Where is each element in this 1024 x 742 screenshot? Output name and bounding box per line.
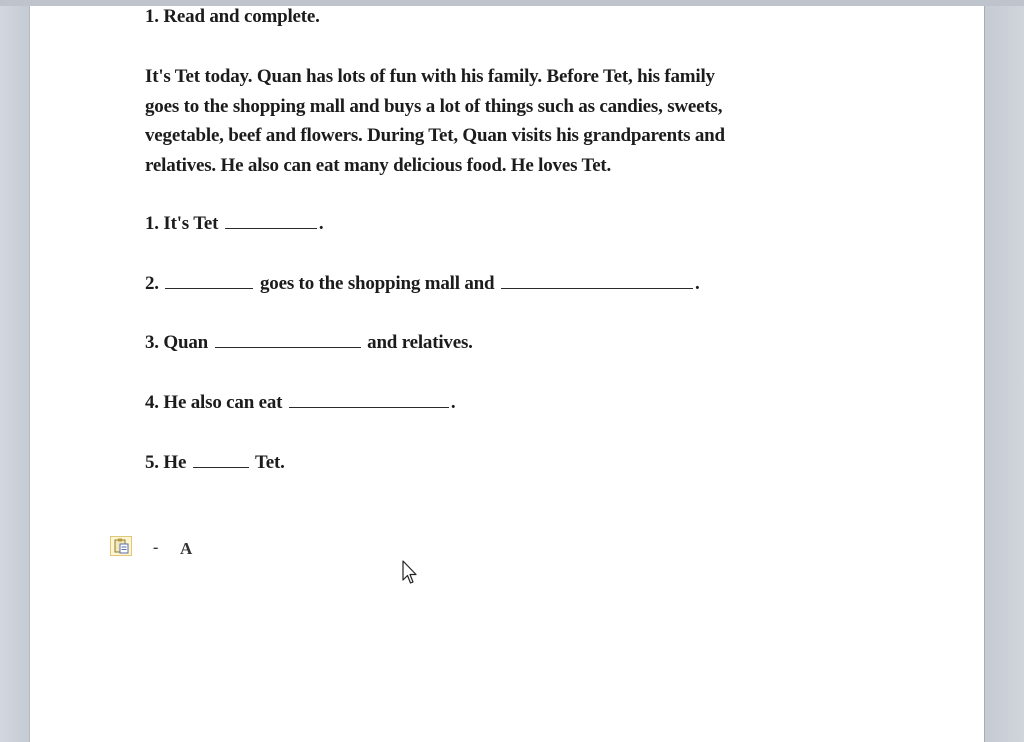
answer-blank	[501, 274, 693, 289]
question-1	[145, 213, 323, 235]
exercise-heading: 1. Read and complete.	[145, 6, 320, 27]
question-3	[145, 332, 473, 354]
question-4-end: .	[450, 392, 456, 413]
paragraph-line: vegetable, beef and flowers. During Tet, Quan visits his grandparents and	[145, 125, 725, 146]
reading-paragraph	[145, 62, 865, 180]
question-3-end: and relatives.	[367, 332, 473, 353]
question-1-end: .	[318, 213, 324, 234]
question-2-end: .	[694, 273, 700, 294]
autocorrect-letter: A	[180, 539, 193, 558]
paragraph-line: relatives. He also can eat many delicious food. He loves Tet.	[145, 154, 612, 176]
question-2-text: goes to the shopping mall and	[259, 273, 495, 294]
paragraph-line: It's Tet today. Quan has lots of fun with his family. Before Tet, his family	[145, 66, 715, 87]
answer-blank	[193, 453, 249, 468]
question-5-end: Tet.	[255, 452, 285, 473]
question-3-text: 3. Quan	[145, 332, 209, 353]
question-5	[145, 452, 285, 474]
answer-blank	[165, 274, 253, 289]
question-2	[145, 273, 700, 295]
document-page[interactable]	[30, 6, 984, 742]
question-4	[145, 392, 455, 414]
question-2-number: 2.	[145, 273, 159, 294]
answer-blank	[225, 214, 317, 229]
answer-blank	[215, 333, 361, 348]
answer-blank	[289, 393, 449, 408]
paste-options-icon[interactable]	[110, 536, 132, 556]
question-5-text: 5. He	[145, 452, 187, 473]
question-4-text: 4. He also can eat	[145, 392, 283, 413]
mouse-pointer-icon	[402, 560, 418, 586]
paragraph-line: goes to the shopping mall and buys a lot of things such as candies, sweets,	[145, 95, 723, 117]
autocorrect-dash: -	[153, 539, 159, 556]
question-1-text: 1. It's Tet	[145, 213, 219, 234]
